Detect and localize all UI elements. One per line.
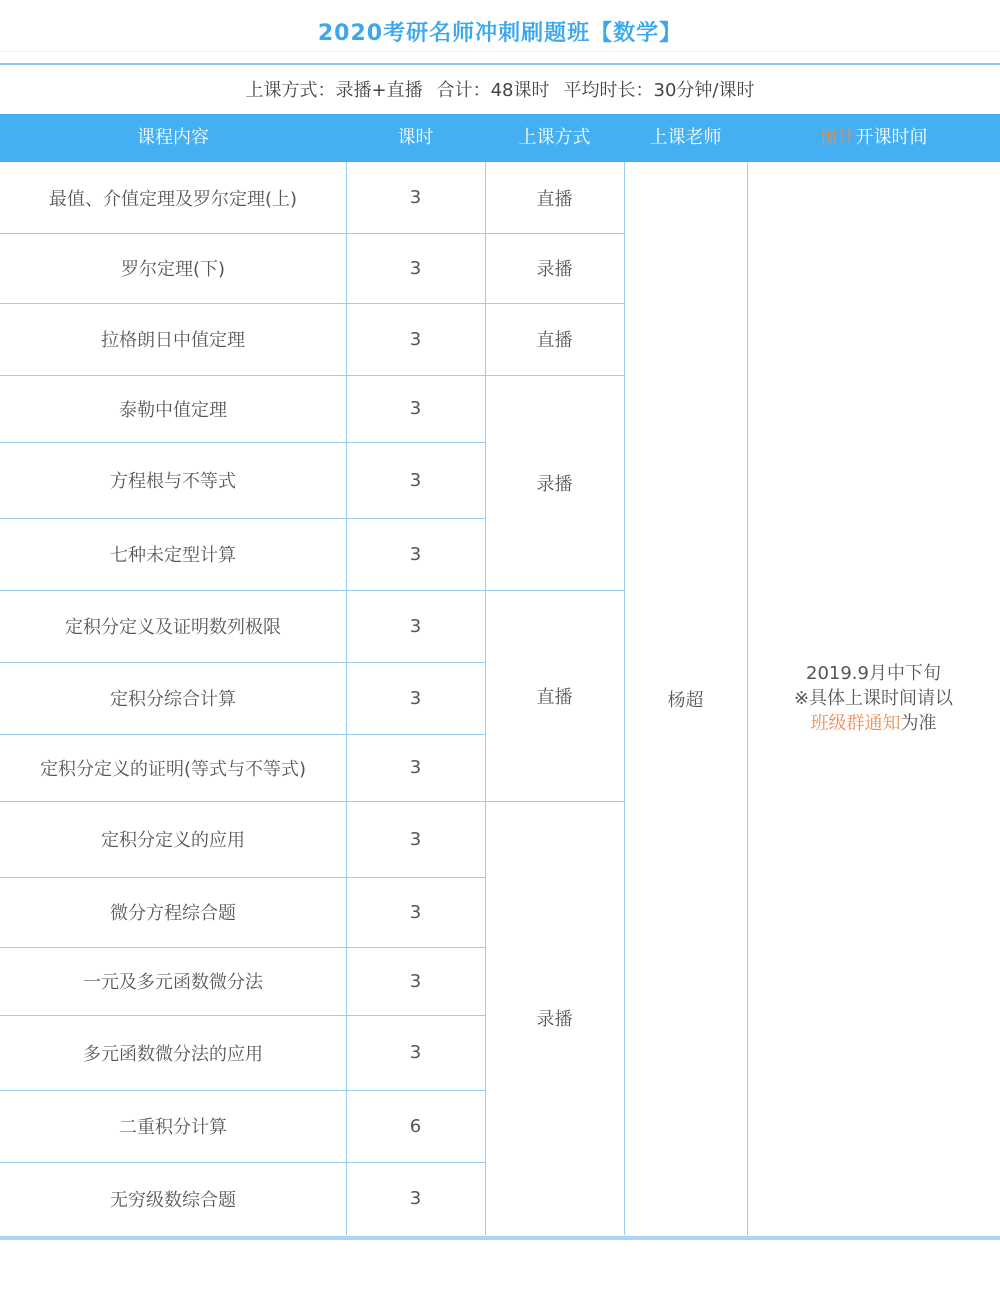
mode-divider [485, 375, 624, 376]
course-hours-cell: 3 [409, 970, 422, 992]
course-hours-cell: 3 [409, 1042, 422, 1063]
column-divider [747, 162, 748, 1235]
row-divider [0, 1162, 485, 1163]
summary-average: 平均时长：30分钟/课时 [563, 80, 755, 101]
course-hours-cell: 6 [409, 1115, 422, 1137]
course-hours-cell: 3 [409, 257, 422, 279]
row-divider [0, 590, 485, 591]
course-table [0, 162, 1000, 1236]
class-mode-cell: 录播 [536, 473, 573, 495]
class-mode-cell: 直播 [536, 330, 573, 351]
course-name-cell: 方程根与不等式 [110, 471, 236, 492]
summary-mode: 上课方式：录播+直播 [245, 80, 423, 101]
class-mode-cell: 录播 [536, 1009, 573, 1030]
course-hours-cell: 3 [409, 757, 422, 778]
course-summary [0, 72, 1000, 110]
course-hours-cell: 3 [409, 469, 422, 491]
course-hours-cell: 3 [409, 687, 422, 709]
column-divider [485, 162, 486, 1235]
course-name-cell: 无穷级数综合题 [110, 1189, 236, 1211]
course-hours-cell: 3 [409, 1188, 422, 1209]
course-name-cell: 多元函数微分法的应用 [83, 1043, 263, 1065]
course-hours-cell: 3 [409, 828, 422, 850]
start-time-note-2 [794, 711, 953, 736]
course-hours-cell: 3 [409, 901, 422, 923]
course-name-cell: 微分方程综合题 [110, 903, 236, 924]
teacher-name: 杨超 [667, 689, 704, 711]
header-content: 课程内容 [137, 127, 209, 148]
teacher-cell [624, 162, 747, 1235]
course-name-cell: 泰勒中值定理 [119, 399, 227, 421]
mode-divider [485, 801, 624, 802]
course-name-cell: 定积分综合计算 [110, 689, 236, 710]
page-title: 2020考研名师冲刺刷题班【数学】 [317, 21, 683, 46]
row-divider [0, 442, 485, 443]
class-mode-cell: 录播 [536, 259, 573, 280]
mode-divider [485, 590, 624, 591]
table-header [0, 114, 1000, 162]
header-hours: 课时 [397, 127, 434, 148]
start-time-note-end: 为准 [900, 713, 937, 734]
start-time-cell [747, 162, 1000, 1235]
table-bottom-border [0, 1236, 1000, 1240]
row-divider [0, 375, 485, 376]
class-mode-cell: 直播 [536, 686, 573, 708]
row-divider [0, 303, 485, 304]
start-time-date: 2019.9月中下旬 [806, 663, 941, 684]
header-mode: 上课方式 [518, 127, 591, 148]
start-time-note: ※具体上课时间请以 [793, 688, 954, 709]
class-mode-cell: 直播 [536, 188, 573, 210]
course-name-cell: 罗尔定理(下) [120, 259, 226, 280]
course-name-cell: 七种未定型计算 [110, 545, 236, 566]
row-divider [0, 1090, 485, 1091]
row-divider [0, 947, 485, 948]
course-name-cell: 二重积分计算 [119, 1117, 227, 1138]
course-name-cell: 一元及多元函数微分法 [83, 972, 263, 993]
start-time-note-accent: 班级群通知 [810, 713, 901, 734]
course-hours-cell: 3 [409, 615, 422, 637]
summary-top-divider [0, 63, 1000, 65]
row-divider [0, 801, 485, 802]
course-hours-cell: 3 [409, 398, 422, 419]
course-hours-cell: 3 [409, 187, 422, 208]
header-start-time-accent: 预计 [819, 127, 856, 148]
mode-divider [485, 233, 624, 234]
course-name-cell: 定积分定义及证明数列极限 [65, 617, 281, 638]
course-name-cell: 定积分定义的应用 [101, 830, 245, 851]
column-divider [346, 162, 347, 1235]
header-start-time-label: 开课时间 [855, 127, 928, 148]
mode-divider [485, 303, 624, 304]
row-divider [0, 877, 485, 878]
course-hours-cell: 3 [409, 543, 422, 565]
header-teacher: 上课老师 [649, 127, 722, 148]
header-start-time [747, 114, 1000, 162]
row-divider [0, 662, 485, 663]
course-name-cell: 最值、介值定理及罗尔定理(上) [48, 188, 298, 210]
row-divider [0, 734, 485, 735]
course-name-cell: 定积分定义的证明(等式与不等式) [39, 758, 307, 780]
title-divider [0, 51, 1000, 52]
course-name-cell: 拉格朗日中值定理 [101, 330, 245, 351]
row-divider [0, 518, 485, 519]
row-divider [0, 233, 485, 234]
column-divider [624, 162, 625, 1235]
row-divider [0, 1015, 485, 1016]
summary-total: 合计：48课时 [436, 80, 550, 101]
course-hours-cell: 3 [409, 328, 422, 350]
